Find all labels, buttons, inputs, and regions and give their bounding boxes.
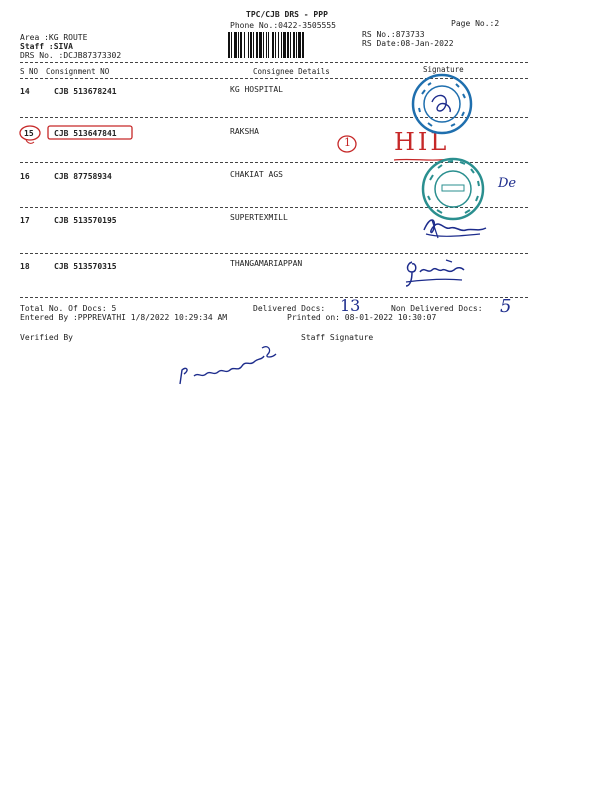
barcode-bar [298, 32, 301, 58]
barcode-bar [231, 32, 232, 58]
barcode-bar [302, 32, 304, 58]
row18-signature-image [402, 256, 472, 290]
row15-sno-circle [16, 124, 46, 144]
delivered-docs-label: Delivered Docs: [253, 304, 326, 313]
non-delivered-docs-label: Non Delivered Docs: [391, 304, 483, 313]
row-consignment: CJB 513570315 [54, 262, 117, 271]
barcode-bar [287, 32, 289, 58]
row-consignment: CJB 513678241 [54, 87, 117, 96]
column-header-consignee: Consignee Details [253, 67, 330, 76]
barcode-image [228, 32, 356, 58]
hospital-stamp-image [410, 72, 474, 136]
barcode-bar [240, 32, 242, 58]
row-consignee: CHAKIAT AGS [230, 170, 283, 179]
barcode-bar [250, 32, 252, 58]
row-consignee: THANGAMARIAPPAN [230, 259, 303, 268]
row-consignee: RAKSHA [230, 127, 259, 136]
barcode-bar [248, 32, 249, 58]
barcode-bar [283, 32, 286, 58]
rs-date: RS Date:08-Jan-2022 [362, 39, 454, 48]
row-sno: 14 [20, 87, 30, 96]
row-divider [20, 297, 528, 298]
row17-signature-image [420, 212, 490, 242]
row-sno: 15 [24, 129, 34, 138]
barcode-bar [296, 32, 297, 58]
barcode-bar [228, 32, 230, 58]
row15-handwritten-note: HIL [394, 128, 450, 156]
barcode-bar [268, 32, 269, 58]
phone-number: Phone No.:0422-3505555 [230, 21, 336, 30]
row15-consignment-box [47, 125, 135, 141]
row-sno: 17 [20, 216, 30, 225]
barcode-bar [290, 32, 291, 58]
verified-by-label: Verified By [20, 333, 73, 342]
barcode-bar [238, 32, 239, 58]
non-delivered-docs-handwritten: 5 [500, 296, 512, 317]
column-header-consignment: Consignment NO [46, 67, 110, 76]
row15-mark: 1 [344, 136, 351, 149]
row-divider [20, 253, 528, 254]
staff-signature-label: Staff Signature [301, 333, 374, 342]
column-header-sno: S NO [20, 67, 39, 76]
row-consignment: CJB 87758934 [54, 172, 112, 181]
barcode-bar [293, 32, 295, 58]
staff-signature-image [172, 340, 292, 390]
delivered-docs-handwritten: 13 [340, 296, 361, 315]
printed-on: Printed on: 08-01-2022 10:30:07 [287, 313, 437, 322]
document-title: TPC/CJB DRS - PPP [246, 10, 328, 19]
barcode-bar [281, 32, 282, 58]
barcode-bar [272, 32, 274, 58]
barcode-bar [253, 32, 254, 58]
barcode-bar [259, 32, 262, 58]
page-number: Page No.:2 [451, 19, 500, 28]
row-consignee: KG HOSPITAL [230, 85, 283, 94]
barcode-bar [244, 32, 245, 58]
row-consignment: CJB 513570195 [54, 216, 117, 225]
column-header-signature: Signature [423, 65, 464, 74]
drs-number: DRS No. :DCJB87373302 [20, 51, 122, 60]
barcode-bar [275, 32, 276, 58]
barcode-bar [278, 32, 279, 58]
barcode-bar [266, 32, 267, 58]
row16-initials: De [498, 176, 517, 191]
barcode-bar [263, 32, 264, 58]
total-docs: Total No. Of Docs: 5 [20, 304, 117, 313]
rs-number: RS No.:873733 [362, 30, 425, 39]
row-consignment: CJB 513647841 [54, 129, 117, 138]
staff-label: Staff :SIVA [20, 42, 73, 51]
row-sno: 18 [20, 262, 30, 271]
barcode-bar [256, 32, 258, 58]
row-sno: 16 [20, 172, 30, 181]
entered-by: Entered By :PPPREVATHI 1/8/2022 10:29:34 AM [20, 313, 228, 322]
area-label: Area :KG ROUTE [20, 33, 88, 42]
divider [20, 62, 528, 63]
barcode-bar [234, 32, 237, 58]
row-consignee: SUPERTEXMILL [230, 213, 288, 222]
